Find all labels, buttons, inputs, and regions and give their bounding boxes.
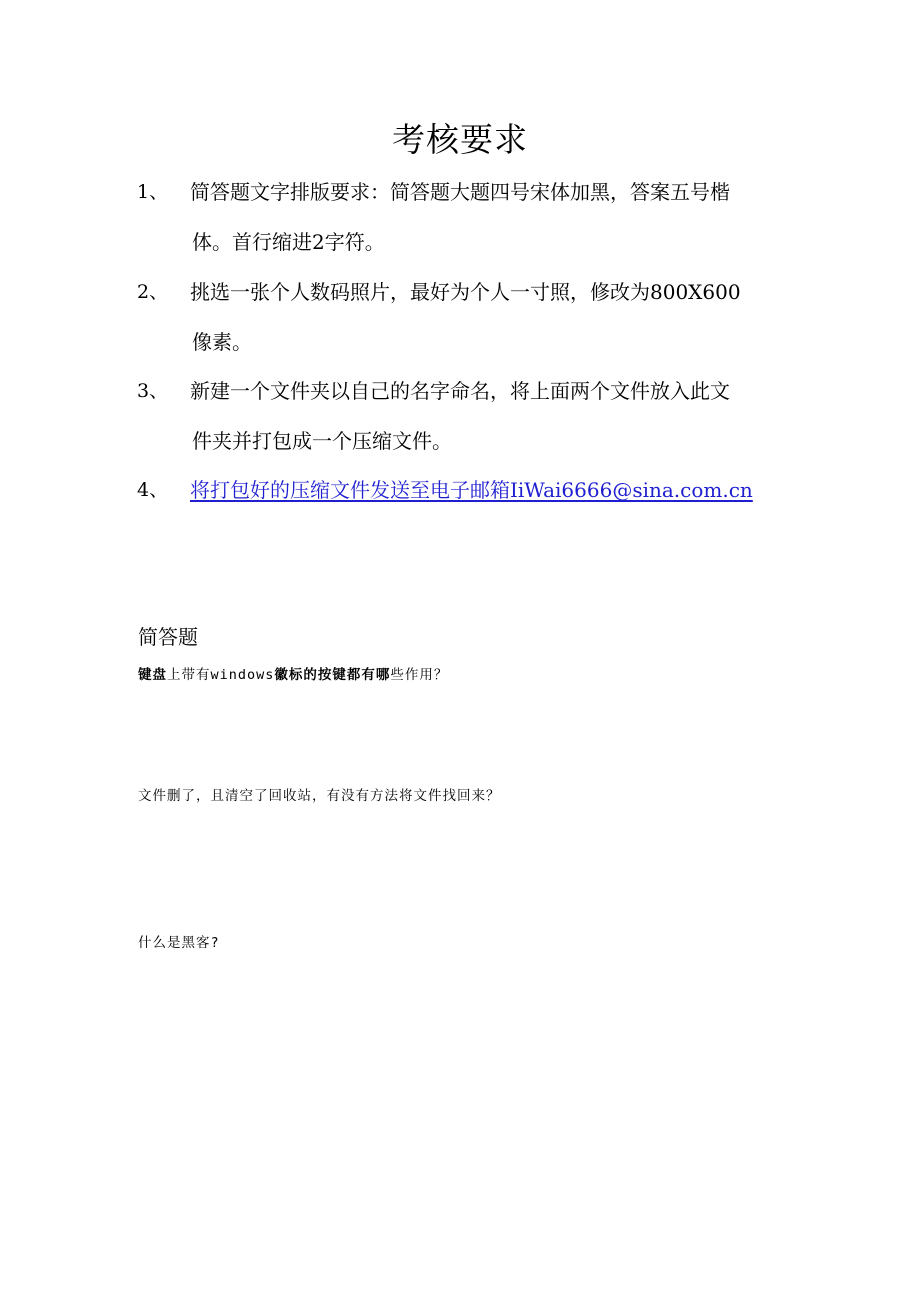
requirement-number: 4、 [137, 479, 169, 501]
question-1-part4: 些作用？ [390, 667, 449, 683]
page-title: 考核要求 [392, 120, 528, 159]
requirement-text-line2: 体。首行缩进2字符。 [192, 230, 385, 254]
requirement-text-line2: 件夹并打包成一个压缩文件。 [192, 429, 452, 453]
question-1-part2: 上带有windows [167, 667, 275, 683]
requirement-number: 1、 [137, 181, 169, 203]
requirement-text-line1: 简答题文字排版要求：简答题大题四号宋体加黑，答案五号楷 [190, 180, 730, 204]
question-2: 文件删了，且清空了回收站，有没有方法将文件找回来？ [138, 788, 501, 804]
requirement-text-line2: 像素。 [192, 330, 252, 354]
question-1 [138, 665, 448, 685]
requirement-text-line1: 挑选一张个人数码照片，最好为个人一寸照，修改为800X600 [190, 280, 741, 304]
requirement-number: 2、 [137, 281, 169, 303]
question-3: 什么是黑客? [138, 935, 220, 951]
email-link[interactable]: 将打包好的压缩文件发送至电子邮箱IiWai6666@sina.com.cn [190, 478, 753, 502]
requirement-number: 3、 [137, 380, 169, 402]
requirement-text-line1: 新建一个文件夹以自己的名字命名，将上面两个文件放入此文 [190, 379, 730, 403]
section-title: 简答题 [138, 625, 198, 649]
question-1-part3: 徽标的按键都有哪 [274, 667, 391, 683]
question-1-part1: 键盘 [138, 667, 167, 683]
